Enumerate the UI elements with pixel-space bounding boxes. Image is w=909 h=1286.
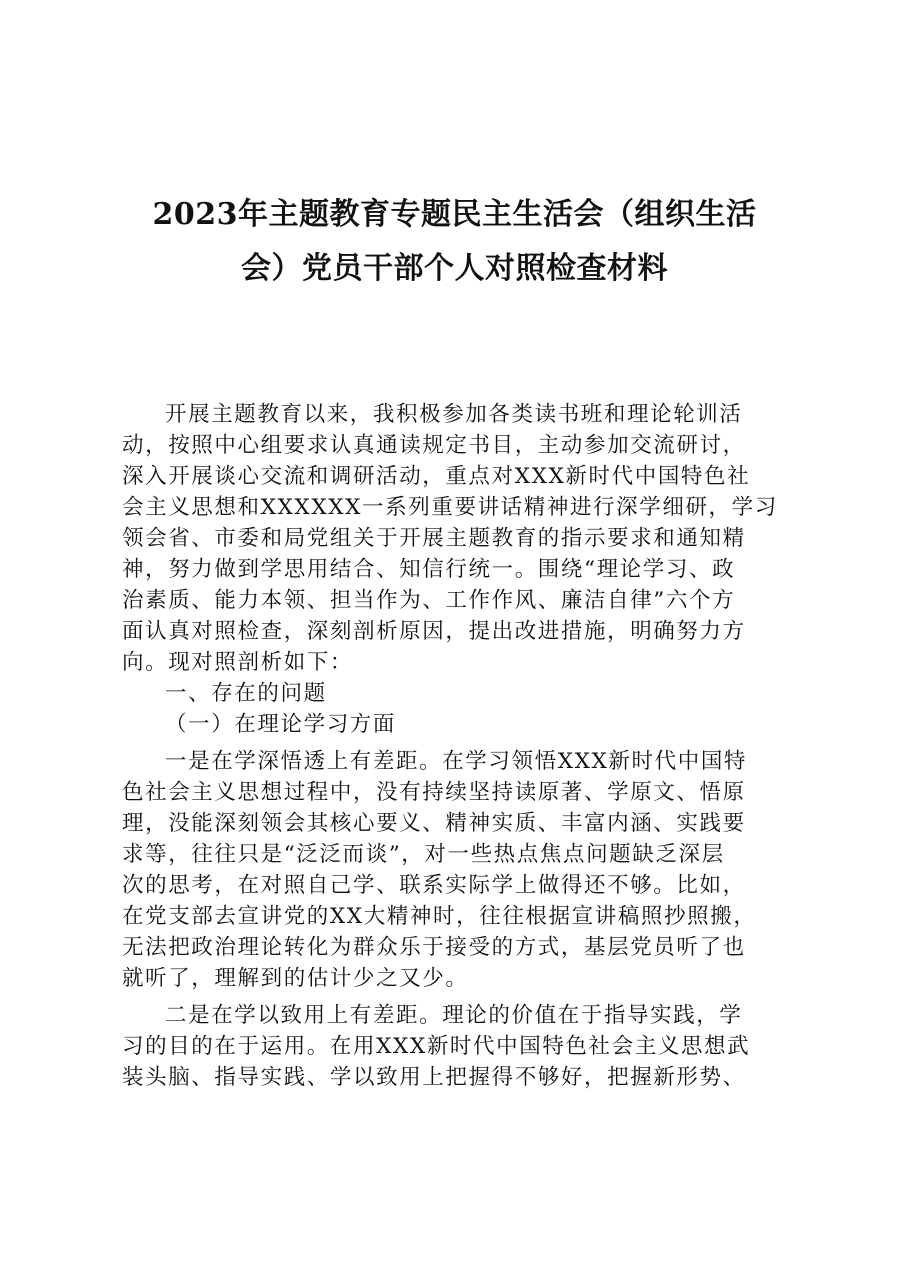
text-line: 领会省、市委和局党组关于开展主题教育的指示要求和通知精 [122,526,746,551]
text-line: 习的目的在于运用。在用XXX新时代中国特色社会主义思想武 [122,1034,751,1059]
text-line: 就听了，理解到的估计少之又少。 [122,966,469,991]
title-line-1: 2023年主题教育专题民主生活会（组织生活 [152,197,757,232]
text-line: 无法把政治理论转化为群众乐于接受的方式，基层党员听了也 [122,935,746,960]
text-line: 二是在学以致用上有差距。理论的价值在于指导实践，学 [165,1003,743,1028]
text-line: 向。现对照剖析如下： [122,650,354,675]
text-line: 理，没能深刻领会其核心要义、精神实质、丰富内涵、实践要 [122,811,746,836]
document-title [100,188,809,296]
text-line: 会主义思想和XXXXXX一系列重要讲话精神进行深学细研，学习 [122,495,778,520]
text-line: 动，按照中心组要求认真通读规定书目，主动参加交流研讨， [122,433,746,458]
text-line: 求等，往往只是“泛泛而谈”，对一些热点焦点问题缺乏深层 [122,842,725,867]
section-heading [122,678,794,709]
text-line: 装头脑、指导实践、学以致用上把握得不够好，把握新形势、 [122,1065,746,1090]
title-line-2: 会）党员干部个人对照检查材料 [241,251,668,286]
subsection-heading [122,709,794,740]
text-line: 神，努力做到学思用结合、知信行统一。围绕“理论学习、政 [122,557,736,582]
intro-paragraph [122,399,794,678]
document-body [122,399,794,1093]
point-two-paragraph [122,1000,794,1093]
text-line: 色社会主义思想过程中，没有持续坚持读原著、学原文、悟原 [122,780,746,805]
text-line: 面认真对照检查，深刻剖析原因，提出改进措施，明确努力方 [122,619,746,644]
text-line: 治素质、能力本领、担当作为、工作作风、廉洁自律”六个方 [122,588,736,613]
text-line: 一是在学深悟透上有差距。在学习领悟XXX新时代中国特 [165,749,748,774]
text-line: 开展主题教育以来，我积极参加各类读书班和理论轮训活 [165,402,743,427]
text-line: 在党支部去宣讲党的XX大精神时，往往根据宣讲稿照抄照搬， [122,904,757,929]
heading-line: （一）在理论学习方面 [165,712,397,737]
point-one-paragraph [122,746,794,994]
text-line: 次的思考，在对照自己学、联系实际学上做得还不够。比如， [122,873,746,898]
heading-line: 一、存在的问题 [165,681,327,706]
text-line: 深入开展谈心交流和调研活动，重点对XXX新时代中国特色社 [122,464,751,489]
